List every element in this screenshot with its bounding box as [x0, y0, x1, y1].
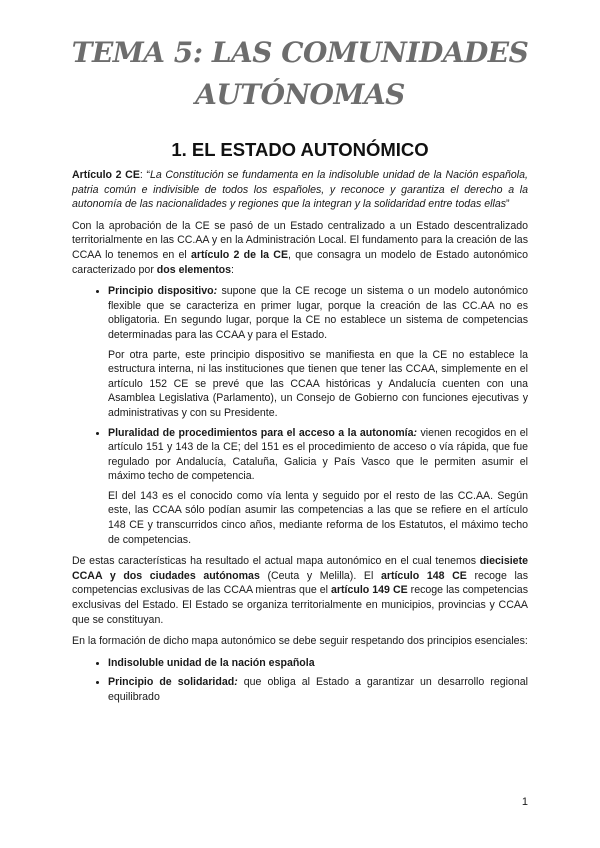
intro-emphasis: dos elementos — [156, 263, 231, 276]
article-2-label-colon: : “ — [139, 169, 150, 181]
map-paragraph — [72, 554, 528, 627]
map-text: De estas características ha resultado el actual mapa autonómico en el cual tenemos — [72, 555, 480, 568]
list-item — [108, 656, 528, 671]
list-item-term: Indisoluble unidad de la nación española — [108, 656, 315, 669]
article-2-label: Artículo 2 CE — [72, 169, 140, 181]
page-number: 1 — [521, 796, 528, 808]
list-item-extra-paragraph: Por otra parte, este principio dispositivo se manifiesta en que la CE no establece la estructura interna, ni las instituciones que tienen que tener las CCAA, simplemente en el artículo 152 CE se prevé que las CCAA históricas y Andalucía cuenten con una Asamblea Legislativa (Parlamento), un Consejo de Gobierno con funciones ejecutivas y administrativas y con su Presidente. — [108, 348, 528, 419]
list-item-colon: : — [234, 676, 238, 689]
list-item — [108, 675, 528, 704]
intro-text: Con la aprobación de la CE se pasó de un Estado centralizado a un Estado descentralizado territorialmente en las CC.AA y en la Administración Local. El fundamento para la creación de las CCAA lo tenemos en el — [72, 219, 528, 261]
map-emphasis: diecisiete CCAA y dos ciudades autónomas — [72, 555, 528, 582]
elements-list — [72, 284, 528, 547]
intro-emphasis: artículo 2 de la CE — [190, 248, 289, 261]
intro-text: : — [230, 263, 234, 276]
intro-text: , que consagra un modelo de Estado autonómico caracterizado por — [72, 248, 528, 276]
list-item-text: vienen recogidos en el artículo 151 y 143 de la CE; del 151 es el procedimiento de acceso o vía rápida, que fue regulado por Andalucía, Cataluña, Galicia y País Vasco que le permiten asumir el máximo techo de competencia. — [108, 426, 528, 483]
principles-list — [72, 656, 528, 705]
list-item — [108, 284, 528, 420]
list-item-term: Principio dispositivo — [108, 285, 214, 298]
list-item-colon: : — [413, 426, 418, 439]
map-text: recoge las competencias exclusivas de las CCAA mientras que el — [72, 569, 528, 597]
page-title: TEMA 5: LAS COMUNIDADES AUTÓNOMAS — [71, 36, 529, 111]
map-emphasis: artículo 148 CE — [380, 569, 467, 582]
principles-intro: En la formación de dicho mapa autonómico se debe seguir respetando dos principios esenciales: — [72, 635, 528, 648]
map-text: (Ceuta y Melilla). El — [259, 569, 381, 582]
list-item — [108, 426, 528, 548]
list-item-term: Principio de solidaridad — [108, 676, 235, 689]
list-item-text: supone que la CE recoge un sistema o un modelo autonómico flexible que se caracteriza en primer lugar, porque la creación de las CC.AA no es obligatoria. En segundo lugar, porque la CE no establece un sistema de competencias determinadas para las CCAA y para el Estado. — [108, 285, 528, 341]
list-item-text: que obliga al Estado a garantizar un desarrollo regional equilibrado — [108, 676, 528, 703]
list-item-term: Pluralidad de procedimientos para el acceso a la autonomía — [108, 426, 414, 439]
list-item-extra-paragraph: El del 143 es el conocido como vía lenta y seguido por el resto de las CC.AA. Según este, las CCAA sólo podían asumir las competencias a las que se refiere en el artículo 148 CE y transcurridos cinco años, mediante reforma de los Estatutos, el máximo techo de competencias. — [108, 489, 528, 546]
list-item-colon: : — [213, 285, 218, 298]
article-2-quote: La Constitución se fundamenta en la indisoluble unidad de la Nación española, patria común e indivisible de todos los españoles, y reconoce y garantiza el derecho a la autonomía de las nacionalidades y regiones que la integran y la solidaridad entre todas ellas — [72, 169, 528, 211]
article-2-quote-close: ” — [506, 198, 510, 211]
map-emphasis: artículo 149 CE — [331, 584, 408, 597]
intro-paragraph — [72, 219, 528, 277]
section-heading: 1. EL ESTADO AUTONÓMICO — [171, 139, 429, 160]
map-text: recoge las competencias exclusivas del Estado. El Estado se organiza territorialmente en municipios, provincias y CCAA que se constituyan. — [72, 584, 528, 626]
article-2-quote-paragraph — [72, 168, 528, 212]
list-item-paragraph — [108, 426, 528, 484]
document-body — [72, 168, 528, 712]
list-item-paragraph — [108, 284, 528, 342]
